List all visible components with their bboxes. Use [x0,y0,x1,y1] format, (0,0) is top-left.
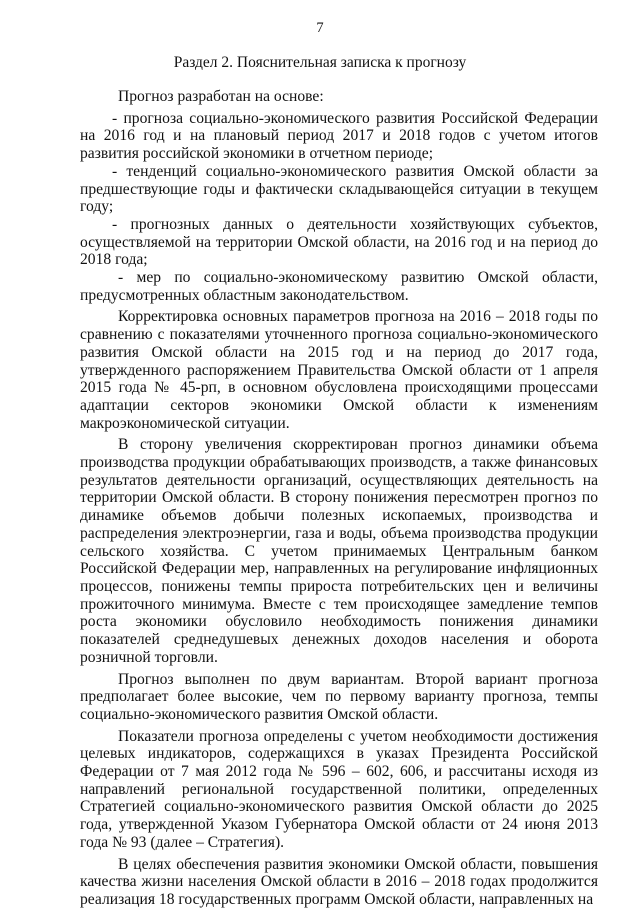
paragraph-intro: Прогноз разработан на основе: [118,88,324,105]
paragraph-indicators: Показатели прогноза определены с учетом необходимости достижения целевых индикаторов, содержащихся в указах Президента Российской Федерации от 7 мая 2012 года № 596 – 602, 606, и рассчитаны исходя из направлений региональной государственной политики, определенных Стратегией социально-экономического развития Омской области до 2025 года, утвержденной Указом Губернатора Омской области от 24 июня 2013 года № 93 (далее – Стратегия). [80,727,598,851]
list-item-trends: - тенденций социально-экономического развития Омской области за предшествующие годы и фактически складывающейся ситуации в текущем году; [80,162,598,216]
paragraph-programs: В целях обеспечения развития экономики Омской области, повышения качества жизни населения Омской области в 2016 – 2018 годах продолжится реализация 18 государственных программ Омской области, направленных на [80,855,598,908]
document-body [80,88,598,913]
list-item-federal-forecast: - прогноза социально-экономического развития Российской Федерации на 2016 год и на плановый период 2017 и 2018 годов с учетом итогов развития российской экономики в отчетном периоде; [80,109,598,163]
page-number: 7 [316,20,324,36]
list-item-measures: - мер по социально-экономическому развитию Омской области, предусмотренных областным законодательством. [80,269,598,304]
paragraph-correction: Корректировка основных параметров прогноза на 2016 – 2018 годы по сравнению с показателями уточненного прогноза социально-экономического развития Омской области на 2015 год и на период до 2017 года, утвержденного распоряжением Правительства Омской области от 1 апреля 2015 года № 45-рп, в основном обусловлена происходящими процессами адаптации секторов экономики Омской области к изменениям макроэкономической ситуации. [80,308,598,432]
paragraph-dynamics: В сторону увеличения скорректирован прогноз динамики объема производства продукции обрабатывающих производств, а также финансовых результатов деятельности организаций, осуществляющих деятельность на территории Омской области. В сторону понижения пересмотрен прогноз по динамике объемов добычи полезных ископаемых, производства и распределения электроэнергии, газа и воды, объема производства продукции сельского хозяйства. С учетом принимаемых Центральным банком Российской Федерации мер, направленных на регулирование инфляционных процессов, понижены темпы прироста потребительских цен и величины прожиточного минимума. Вместе с тем происходящее замедление темпов роста экономики обусловило необходимость понижения динамики показателей среднедушевых денежных доходов населения и оборота розничной торговли. [80,436,598,666]
section-title: Раздел 2. Пояснительная записка к прогнозу [173,54,467,71]
paragraph-variants: Прогноз выполнен по двум вариантам. Второй вариант прогноза предполагает более высокие, чем по первому варианту прогноза, темпы социально-экономического развития Омской области. [80,670,598,723]
list-item-business-data: - прогнозных данных о деятельности хозяйствующих субъектов, осуществляемой на территории Омской области, на 2016 год и на период до 2018 года; [80,215,598,269]
